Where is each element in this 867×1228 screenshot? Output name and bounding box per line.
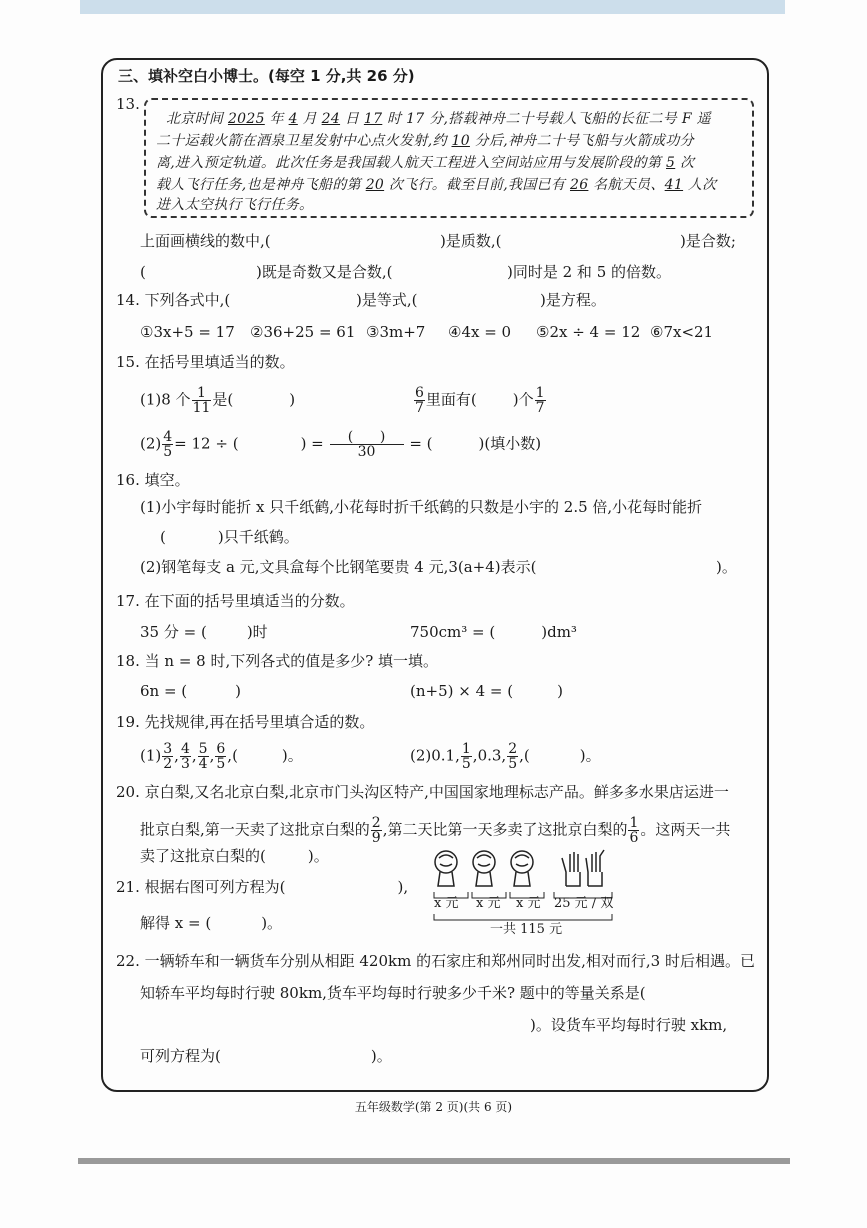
q15-part1: (1)8 个 $\frac{1}{11}$ 是( ) bbox=[140, 385, 296, 416]
q13-ask1c: )是合数; bbox=[680, 232, 736, 250]
q16-text: 16. 填空。 bbox=[116, 471, 190, 489]
q15-part2: (2) $\frac{4}{5}$ = 12 ÷ ( ) = $\frac{( )}{30}$ = ( )(填小数) bbox=[140, 429, 542, 460]
q18-text: 18. 当 n = 8 时,下列各式的值是多少? 填一填。 bbox=[116, 652, 439, 670]
glove-icon bbox=[435, 851, 457, 886]
q21-label-3: x 元 bbox=[516, 896, 541, 911]
q21-a: 21. 根据右图可列方程为( ), bbox=[116, 878, 409, 896]
scan-edge-bottom bbox=[78, 1158, 790, 1164]
fraction-1-11: $\frac{1}{11}$ bbox=[192, 385, 211, 416]
q14-text2: )是等式,( bbox=[356, 291, 418, 309]
q17-a: 35 分 = ( )时 bbox=[140, 623, 268, 641]
fraction-4-5: $\frac{4}{5}$ bbox=[163, 429, 173, 460]
q16-part2: (2)钢笔每支 a 元,文具盒每个比钢笔要贵 4 元,3(a+4)表示( bbox=[140, 558, 537, 576]
fraction-6-7: $\frac{6}{7}$ bbox=[415, 385, 424, 416]
q16-part1-blank: ( )只千纸鹤。 bbox=[160, 528, 299, 546]
q14-option-5: ⑤2x ÷ 4 = 12 bbox=[536, 323, 641, 341]
q16-part1: (1)小宇每时能折 x 只千纸鹤,小花每时折千纸鹤的只数是小宇的 2.5 倍,小花每时能折 bbox=[140, 498, 703, 516]
q13-number: 13. bbox=[116, 95, 140, 113]
q20-line1: 20. 京白梨,又名北京白梨,北京市门头沟区特产,中国国家地理标志产品。鲜多多水果店运进一 bbox=[116, 783, 729, 801]
q13-ask2: ( bbox=[140, 263, 146, 281]
q20-line2: 批京白梨,第一天卖了这批京白梨的 $\frac{2}{9}$ ,第二天比第一天多卖了这批京白梨的 $\frac{1}{6}$ 。这两天一共 bbox=[140, 815, 731, 846]
q18-b: (n+5) × 4 = ( ) bbox=[410, 682, 563, 700]
q22-line4: 可列方程为( )。 bbox=[140, 1047, 392, 1065]
q13-line4: 载人飞行任务,也是神舟飞船的第 20 次飞行。截至目前,我国已有 26 名航天员、41 人次 bbox=[156, 177, 717, 193]
q13-ask2b: )既是奇数又是合数,( bbox=[256, 263, 393, 281]
q14-option-4: ④4x = 0 bbox=[448, 323, 512, 341]
page-footer: 五年级数学(第 2 页)(共 6 页) bbox=[354, 1100, 513, 1114]
scan-edge-top bbox=[80, 0, 785, 14]
q14-text3: )是方程。 bbox=[540, 291, 606, 309]
q22-line3: )。设货车平均每时行驶 xkm, bbox=[530, 1016, 728, 1034]
q21-total: 一共 115 元 bbox=[490, 922, 563, 937]
glove-icon bbox=[511, 851, 533, 886]
q16-part2-close: )。 bbox=[716, 558, 737, 576]
q13-line5: 进入太空执行飞行任务。 bbox=[156, 197, 314, 213]
q21-label-4: 25 元 / 双 bbox=[554, 896, 614, 911]
q13-line3: 离,进入预定轨道。此次任务是我国载人航天工程进入空间站应用与发展阶段的第 5 次 bbox=[156, 155, 695, 171]
q14-option-3: ③3m+7 bbox=[366, 323, 426, 341]
q19-text: 19. 先找规律,再在括号里填合适的数。 bbox=[116, 713, 375, 731]
fraction-1-7: $\frac{1}{7}$ bbox=[535, 385, 545, 416]
q22-line1: 22. 一辆轿车和一辆货车分别从相距 420km 的石家庄和郑州同时出发,相对而行,3 时后相遇。已 bbox=[116, 952, 755, 970]
q14-option-6: ⑥7x<21 bbox=[650, 323, 714, 341]
q21-b: 解得 x = ( )。 bbox=[140, 914, 283, 932]
q17-b: 750cm³ = ( )dm³ bbox=[410, 623, 577, 641]
fraction-blank-30: $\frac{( )}{30}$ bbox=[330, 430, 404, 459]
q14-text1: 14. 下列各式中,( bbox=[116, 291, 231, 309]
glove-icon bbox=[473, 851, 495, 886]
q20-line3: 卖了这批京白梨的( )。 bbox=[140, 847, 329, 865]
section-title: 三、填补空白小博士。(每空 1 分,共 26 分) bbox=[118, 67, 415, 85]
q13-ask1b: )是质数,( bbox=[440, 232, 502, 250]
q21-label-2: x 元 bbox=[476, 896, 501, 911]
q17-text: 17. 在下面的括号里填适当的分数。 bbox=[116, 592, 355, 610]
q13-ask1: 上面画横线的数中,( bbox=[140, 232, 271, 250]
q22-line2: 知轿车平均每时行驶 80km,货车平均每时行驶多少千米? 题中的等量关系是( bbox=[140, 984, 646, 1002]
q19-part1: (1) $\frac{3}{2}$ , $\frac{4}{3}$ , $\frac{5}{4}$ , $\frac{6}{5}$ ,( )。 bbox=[140, 741, 303, 772]
q14-option-1: ①3x+5 = 17 bbox=[140, 323, 235, 341]
q18-a: 6n = ( ) bbox=[140, 682, 242, 700]
q13-line2: 二十运载火箭在酒泉卫星发射中心点火发射,约 10 分后,神舟二十号飞船与火箭成功分 bbox=[156, 133, 694, 149]
q13-ask2c: )同时是 2 和 5 的倍数。 bbox=[507, 263, 672, 281]
q21-label-1: x 元 bbox=[434, 896, 459, 911]
q19-part2: (2)0.1, $\frac{1}{5}$ ,0.3, $\frac{2}{5}$ ,( )。 bbox=[410, 741, 601, 772]
q13-line1: 北京时间 2025 年 4 月 24 日 17 时 17 分,搭载神舟二十号载人飞船的长征二号 F 遥 bbox=[166, 111, 711, 127]
q13-passage-box bbox=[144, 98, 754, 218]
q15-text: 15. 在括号里填适当的数。 bbox=[116, 353, 295, 371]
q15-part1b: $\frac{6}{7}$ 里面有( )个 $\frac{1}{7}$ bbox=[415, 385, 545, 416]
q14-option-2: ②36+25 = 61 bbox=[250, 323, 356, 341]
gloves-pair-icon bbox=[562, 850, 604, 886]
